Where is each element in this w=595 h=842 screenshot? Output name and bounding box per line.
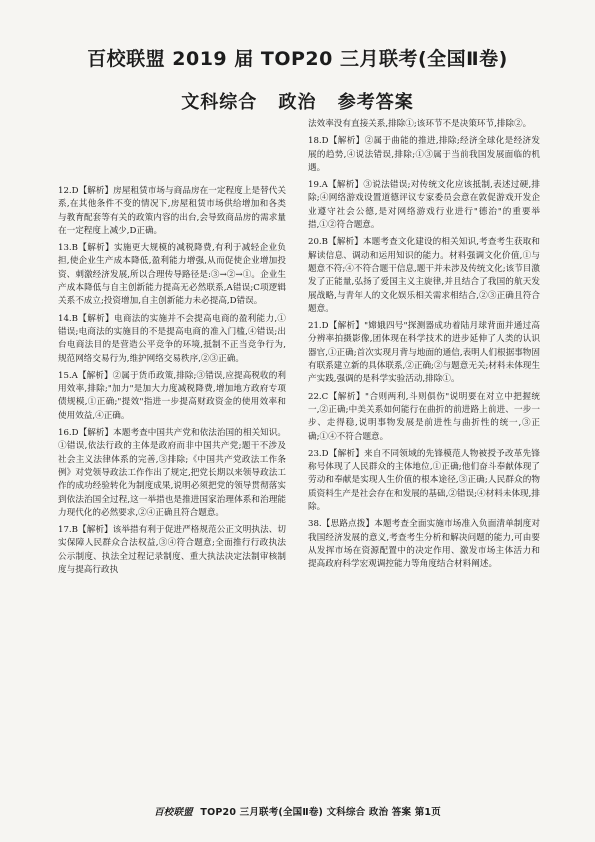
answer-item-19: 19.A【解析】③说法错误;对传统文化应该抵制,表述过硬,排除;④网络游戏设置道德评议专家委员会意在敦促游戏开发企业遵守社会公德,是对网络游戏行业进行"德治"的重要举措,①②符合题意。: [308, 180, 540, 231]
answer-item-38: 38.【思路点拨】本题考查全面实施市场准入负面清单制度对我国经济发展的意义,考查考生分析和解决问题的能力,可由要从发挥市场在资源配置中的决定作用、激发市场主体活力和提高政府科学宏观调控能力等角度结合材料阐述。: [308, 519, 540, 570]
answer-item-14: 14.B【解析】电商法的实施并不会提高电商的盈利能力,①错误;电商法的实施目的不是提高电商的准入门槛,④错误;出台电商法目的是营造公平竞争的环境,抵制不正当竞争行为,规范网络交易行为,维护网络交易秩序,②③正确。: [58, 313, 286, 364]
answer-item-23: 23.D【解析】来自不同领域的先锋模范人物被授予改革先锋称号体现了人民群众的主体地位,①正确;他们奋斗奉献体现了劳动和奉献是实现人生价值的根本途径,③正确;人民群众的物质资料生产是社会存在和发展的基础,②错误;④材料未体现,排除。: [308, 448, 540, 513]
right-column: [308, 118, 540, 576]
answer-item-18: 18.D【解析】②属于曲能的推进,排除;经济全球化是经济发展的趋势,④说法错误,排除;①③属于当前我国发展面临的机遇。: [308, 136, 540, 173]
page-footer: [0, 804, 595, 818]
answer-item-17-cont: 法效率没有直接关系,排除①;该环节不是决策环节,排除②。: [308, 119, 532, 129]
left-column: [58, 185, 286, 581]
answer-item-16: 16.D【解析】本题考查中国共产党和依法治国的相关知识。①错误,依法行政的主体是政府而非中国共产党;题干不涉及社会主义法律体系的完善,③排除;《中国共产党政法工作条例》对党领导政法工作作出了规定,把党长期以来领导政法工作的成功经验转化为制度成果,说明必须把党的领导贯彻落实到依法治国全过程,这一举措也是推进国家治理体系和治理能力现代化的必然要求,②④正确且符合题意。: [58, 428, 286, 518]
answer-item-20: 20.B【解析】本题考查文化建设的相关知识,考查考生获取和解读信息、调动和运用知识的能力。材料强调文化价值,①与题意不符;④不符合题干信息,题干并未涉及传统文化;该节目激发了正能量,弘扬了爱国主义主旋律,并且结合了我国的航天发展战略,与青年人的文化娱乐相关需求相结合,②③正确且符合题意。: [308, 237, 540, 314]
page-subtitle: 文科综合 政治 参考答案: [181, 92, 414, 113]
footer-logo: 百校联盟: [154, 807, 193, 818]
footer-text: TOP20 三月联考(全国Ⅱ卷) 文科综合 政治 答案 第1页: [200, 807, 441, 818]
answer-item-21: 21.D【解析】"嫦娥四号"探测器成功着陆月球背面并通过高分辨率拍摄影像,团体现在科学技术的进步延伸了人类的认识器官,①正确;首次实现月背与地面的通信,表明人们根据事物固有联系建立新的具体联系,②正确;②与题意无关;材料未体现生产实践,强调的是科学实验活动,排除①。: [308, 321, 540, 385]
page-title: 百校联盟 2019 届 TOP20 三月联考(全国Ⅱ卷): [87, 48, 508, 70]
answer-item-12: 12.D【解析】房屋租赁市场与商品房在一定程度上是替代关系,在其他条件不变的情况下,房屋租赁市场供给增加和各类与教育配套等有关的政策内容的出台,会导致商品房的需求量在一定程度上减少,D正确。: [58, 186, 286, 236]
answer-item-22: 22.C【解析】"合则两利,斗则俱伤"说明要在对立中把握统一,②正确;中美关系如何能行在曲折的前进路上前进、一步一步、走得稳,说明事物发展是前进性与曲折性的统一,③正确;①④不符合题意。: [308, 391, 540, 442]
answer-item-15: 15.A【解析】②属于货币政策,排除;③错误,应提高税收的利用效率,排除;"加力"是加大力度减税降费,增加地方政府专项债规模,①正确;"提效"指进一步提高财政资金的使用效率和使用效益,④正确。: [58, 370, 286, 421]
answer-item-17: 17.B【解析】该举措有利于促进严格规范公正文明执法、切实保障人民群众合法权益,③④符合题意;全面推行行政执法公示制度、执法全过程记录制度、重大执法决定法制审核制度与提高行政执: [58, 525, 286, 576]
answer-item-13: 13.B【解析】实施更大规模的减税降费,有利于减轻企业负担,使企业生产成本降低,盈利能力增强,从而促使企业增加投资、刺激经济发展,所以合理传导路径是:③→②→①。企业生产成本降低与自主创新能力提高无必然联系,A错误;C项逻辑关系不成立;投资增加,自主创新能力未必提高,D错误。: [58, 243, 286, 307]
